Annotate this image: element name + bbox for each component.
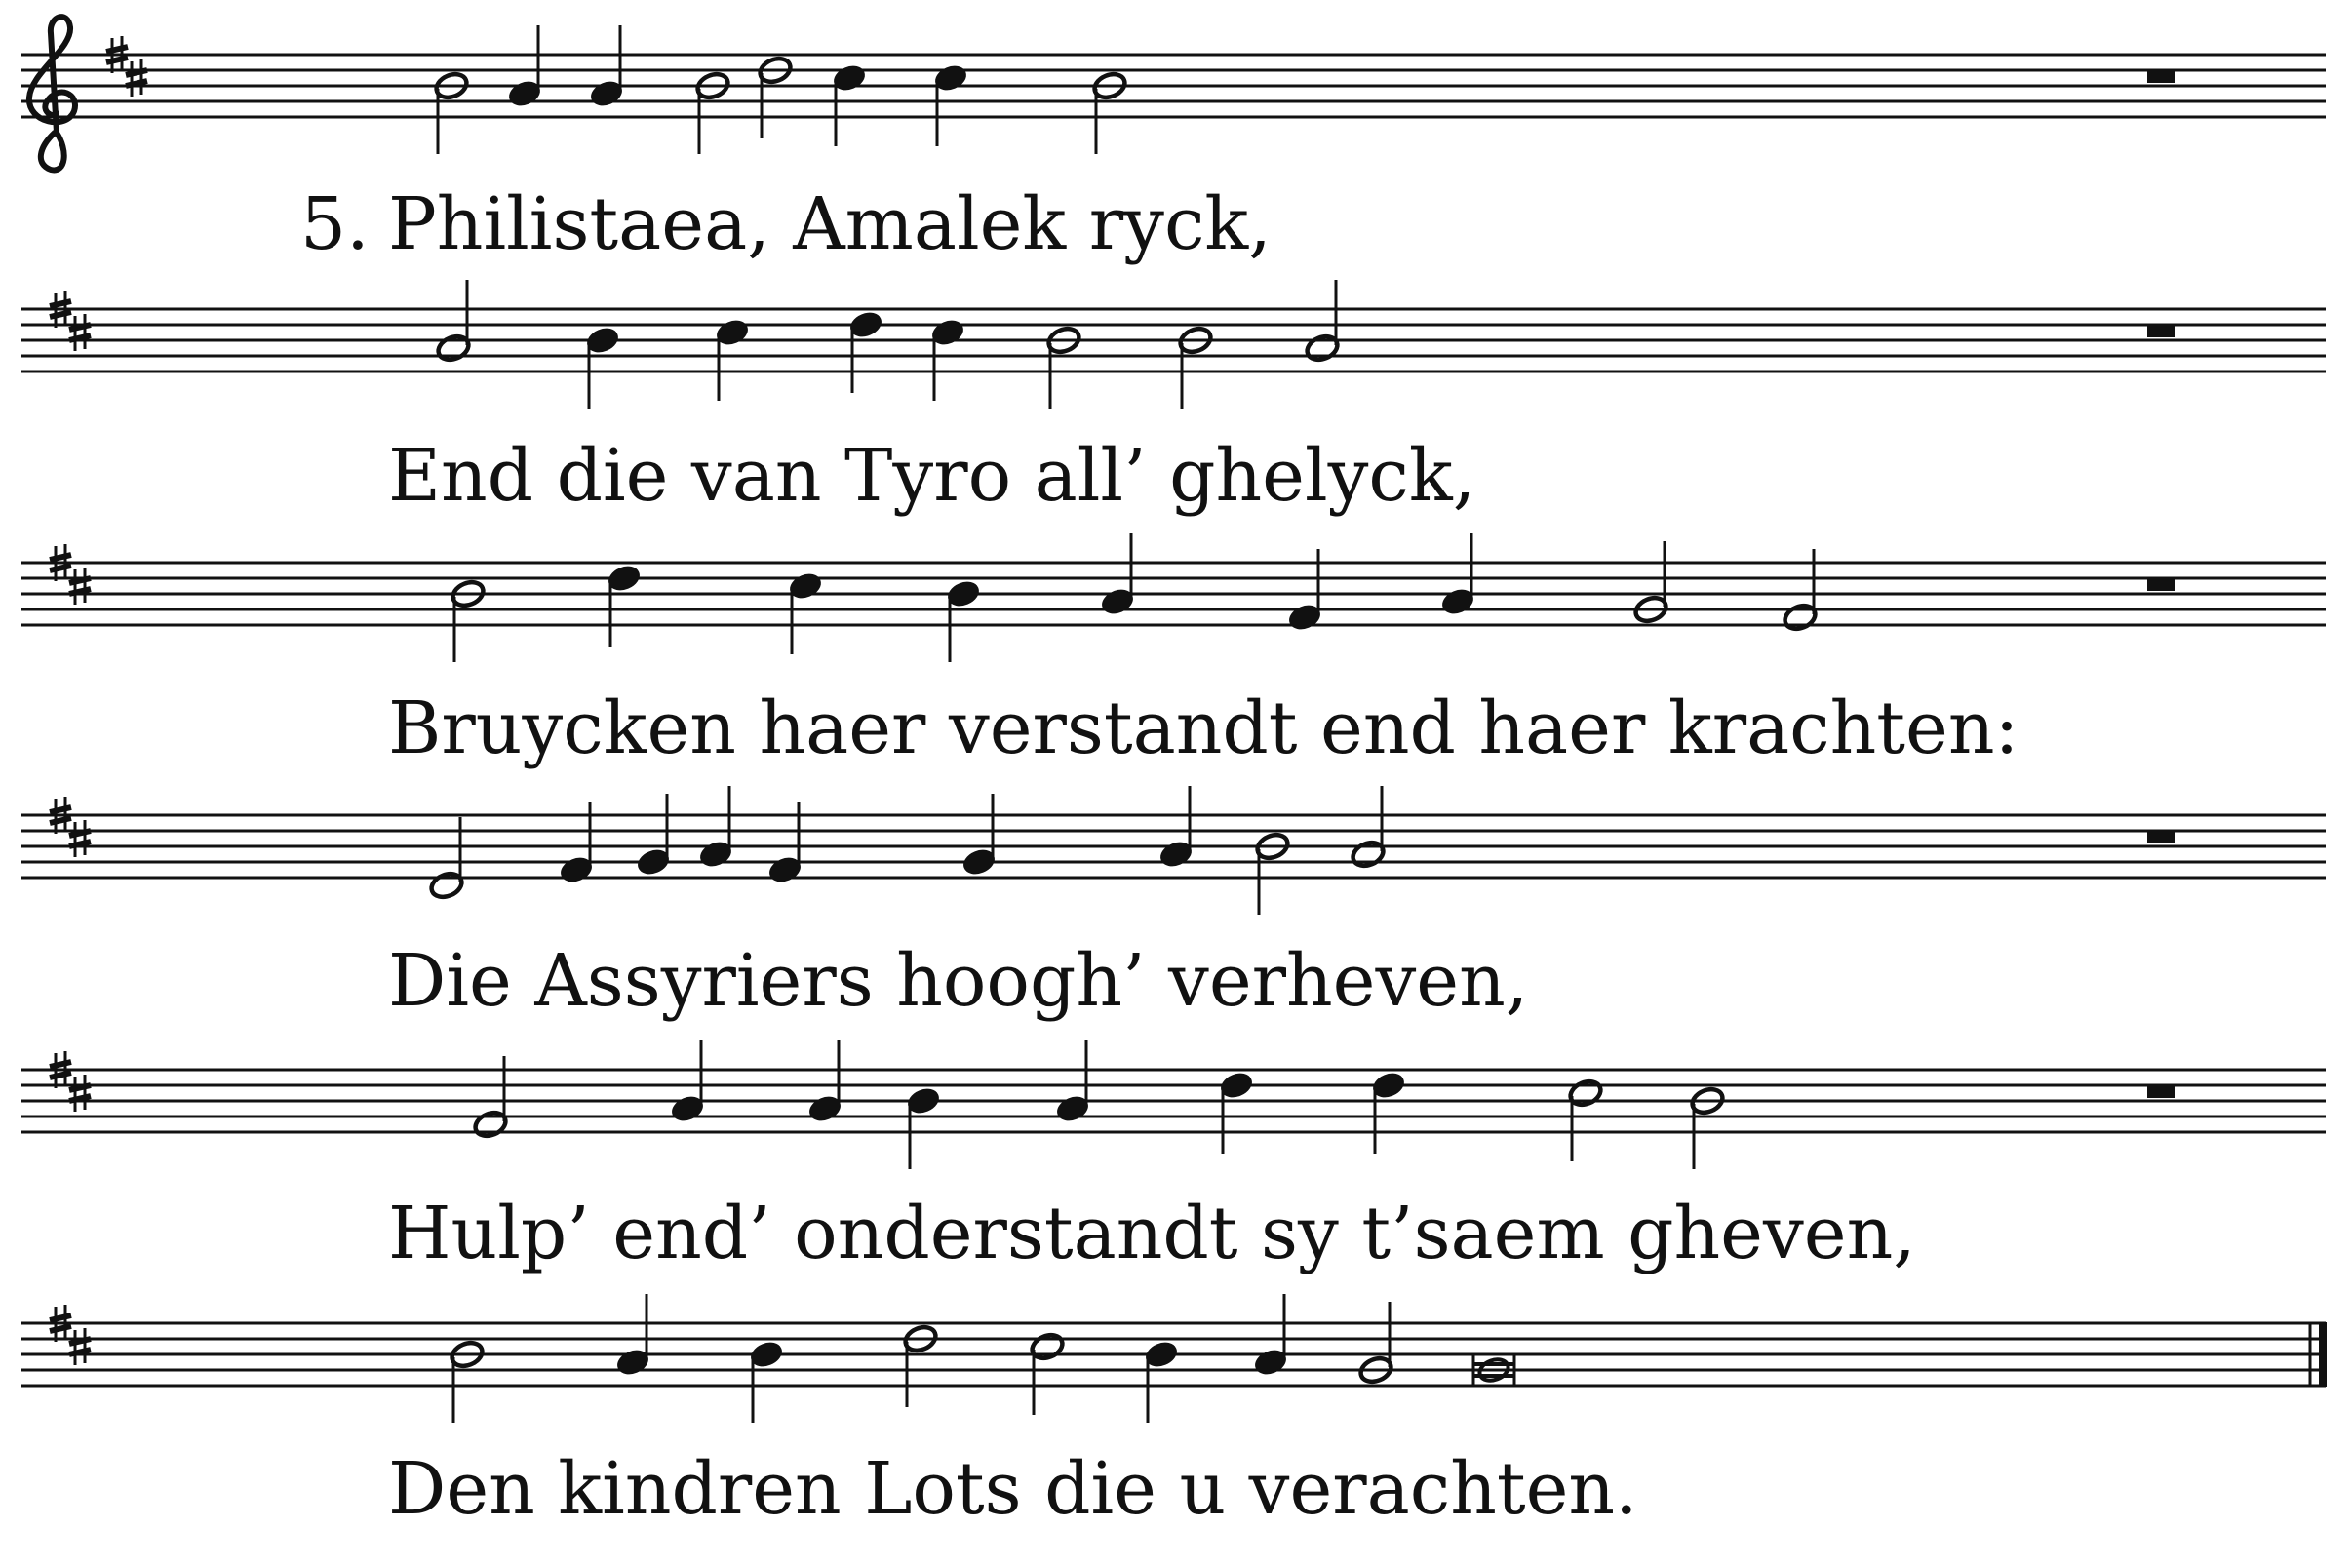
note [748,1339,785,1423]
note [1304,280,1341,364]
note [433,70,470,154]
lyric-line: End die van Tyro all’ ghelyck, [388,434,1476,518]
sharp-sign [126,59,147,97]
note [1177,325,1214,409]
note [1099,533,1136,617]
sharp-sign [69,314,91,351]
note [905,1085,942,1169]
note [635,794,672,878]
staff-system [21,786,2326,1023]
note [614,1294,651,1378]
note [584,325,621,409]
staff-system [21,1294,2327,1531]
staff-system [21,533,2326,770]
note [1252,1294,1289,1378]
sharp-sign [69,1075,91,1112]
lyric-line: Den kindren Lots die u verachten. [388,1447,1638,1531]
note [697,786,734,870]
note [588,25,625,109]
note [435,280,472,364]
note [1029,1331,1066,1415]
treble-clef-icon [29,17,75,170]
note [694,70,731,154]
note [506,25,543,109]
note [847,309,884,393]
rest [2147,831,2175,843]
note [1054,1040,1091,1124]
note [449,1339,486,1423]
rest [2147,325,2175,337]
note [450,578,487,662]
note [757,55,794,138]
rest [2147,1085,2175,1098]
note [1357,1302,1394,1386]
staff-system [21,280,2326,518]
note [669,1040,706,1124]
rest [2147,70,2175,83]
staff-system [21,1040,2326,1275]
note [902,1323,939,1407]
lyric-line: Philistaea, Amalek ryck, [388,182,1272,266]
note [1632,541,1669,625]
note [714,317,751,401]
lyric-line: Hulp’ end’ onderstandt sy t’saem gheven, [388,1192,1916,1275]
note [1143,1339,1180,1423]
rest [2147,578,2175,591]
verse-number: 5. [300,182,370,266]
note [1350,786,1387,870]
note [1567,1078,1604,1161]
lyric-line: Bruycken haer verstandt end haer krachten: [388,686,2019,770]
note [929,317,966,401]
note [1045,325,1082,409]
note [1439,533,1476,617]
note [960,794,998,878]
note [1091,70,1128,154]
note [787,570,824,654]
note [932,62,969,146]
lyric-line: Die Assyriers hoogh’ verheven, [388,939,1529,1023]
note [1689,1085,1726,1169]
sharp-sign [69,568,91,605]
note [831,62,868,146]
staff-system [21,17,2326,266]
sharp-sign [69,820,91,857]
note [1370,1070,1407,1154]
note [945,578,982,662]
note [1254,831,1291,915]
note [806,1040,843,1124]
note [1218,1070,1255,1154]
sharp-sign [69,1328,91,1365]
note [1157,786,1195,870]
note [606,563,643,647]
